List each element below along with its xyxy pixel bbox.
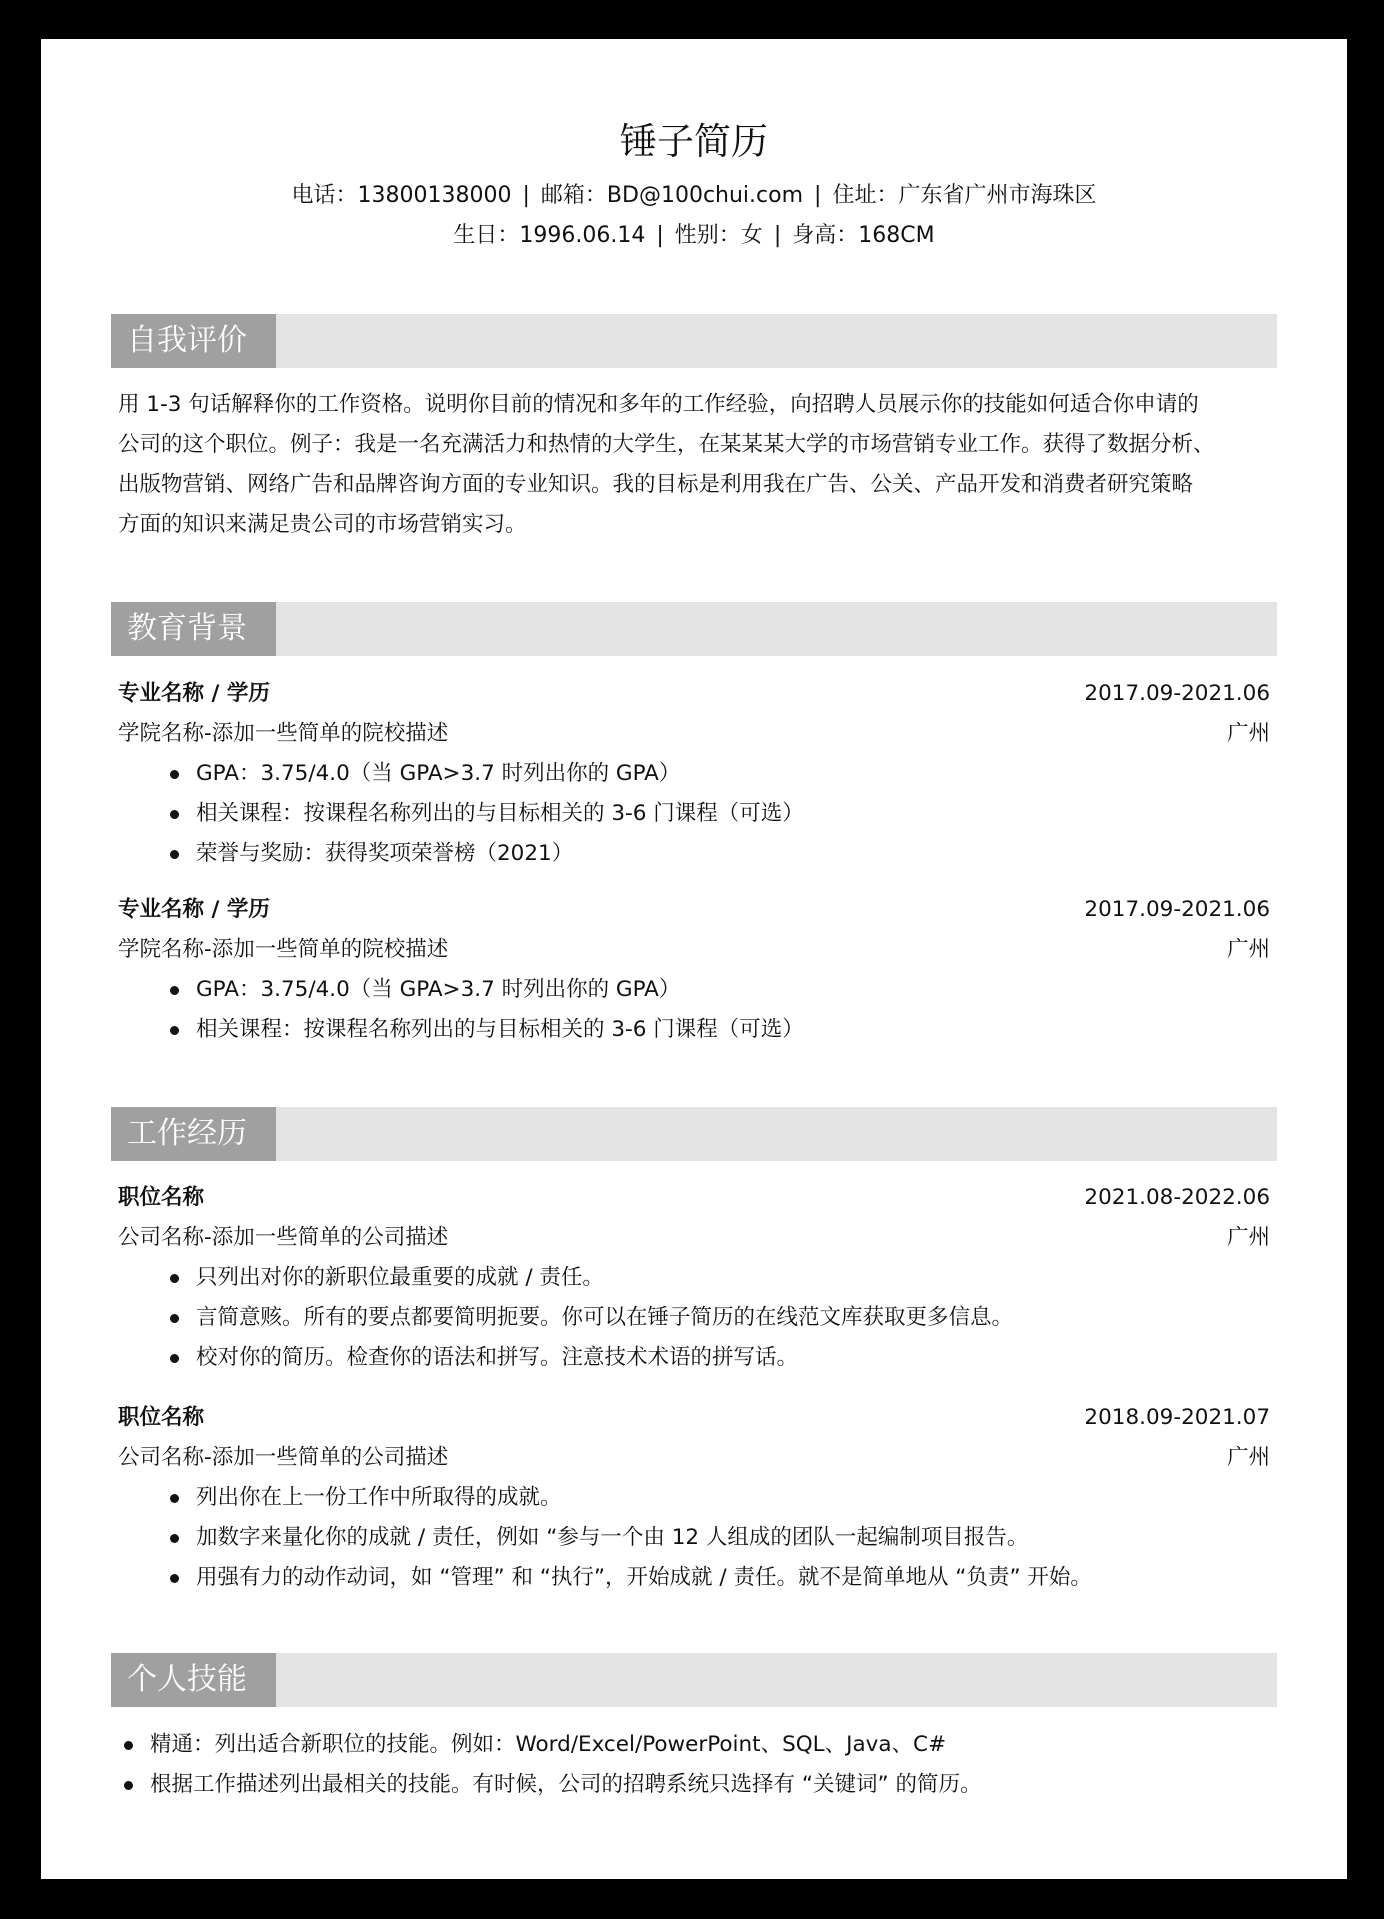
bullet-icon: [170, 986, 179, 995]
entry-location: 广州: [1226, 721, 1270, 746]
section-header-skills: [111, 1653, 1277, 1707]
bullet-icon: [170, 1534, 179, 1543]
bullet-icon: [170, 1314, 179, 1323]
entry-subtitle: 学院名称-添加一些简单的院校描述: [118, 937, 449, 962]
resume-title: 锤子简历: [620, 120, 768, 163]
email: 邮箱：BD@100chui.com: [540, 183, 804, 208]
bullet-icon: [170, 1494, 179, 1503]
list-item-text: 根据工作描述列出最相关的技能。有时候，公司的招聘系统只选择有 “关键词” 的简历。: [150, 1772, 982, 1797]
entry-title: 专业名称 / 学历: [118, 681, 270, 706]
entry-title: 专业名称 / 学历: [118, 897, 270, 922]
list-item-text: GPA：3.75/4.0（当 GPA>3.7 时列出你的 GPA）: [196, 761, 681, 786]
entry-date: 2017.09-2021.06: [1084, 897, 1270, 922]
list-item-text: 相关课程：按课程名称列出的与目标相关的 3-6 门课程（可选）: [196, 801, 804, 826]
list-item-text: 荣誉与奖励：获得奖项荣誉榜（2021）: [196, 841, 574, 866]
section-header-work: [111, 1107, 1277, 1161]
entry-title: 职位名称: [118, 1185, 205, 1210]
birthday: 生日：1996.06.14: [453, 223, 646, 248]
bullet-icon: [170, 1574, 179, 1583]
work-entry-1-subheader: [118, 1218, 1270, 1258]
list-item-text: 相关课程：按课程名称列出的与目标相关的 3-6 门课程（可选）: [196, 1017, 804, 1042]
list-item-text: GPA：3.75/4.0（当 GPA>3.7 时列出你的 GPA）: [196, 977, 681, 1002]
section-title: 教育背景: [111, 602, 276, 656]
contact-line-1: [111, 180, 1277, 212]
list-item-text: 列出你在上一份工作中所取得的成就。: [196, 1485, 562, 1510]
list-item-text: 只列出对你的新职位最重要的成就 / 责任。: [196, 1265, 604, 1290]
entry-location: 广州: [1226, 1225, 1270, 1250]
list-item-text: 校对你的简历。检查你的语法和拼写。注意技术术语的拼写话。: [196, 1345, 799, 1370]
gender: 性别：女: [674, 223, 763, 248]
entry-date: 2017.09-2021.06: [1084, 681, 1270, 706]
bullet-icon: [170, 1026, 179, 1035]
entry-date: 2018.09-2021.07: [1084, 1405, 1270, 1430]
entry-location: 广州: [1226, 937, 1270, 962]
entry-location: 广州: [1226, 1445, 1270, 1470]
bullet-icon: [124, 1741, 133, 1750]
paragraph-line: 用 1-3 句话解释你的工作资格。说明你目前的情况和多年的工作经验，向招聘人员展示你的技能如何适合你申请的: [118, 392, 1199, 417]
bullet-icon: [170, 1274, 179, 1283]
entry-subtitle: 公司名称-添加一些简单的公司描述: [118, 1225, 449, 1250]
bullet-icon: [170, 1354, 179, 1363]
bullet-icon: [170, 810, 179, 819]
list-item-text: 言简意赅。所有的要点都要简明扼要。你可以在锤子简历的在线范文库获取更多信息。: [196, 1305, 1014, 1330]
paragraph-line: 公司的这个职位。例子：我是一名充满活力和热情的大学生，在某某某大学的市场营销专业工作。获得了数据分析、: [118, 432, 1215, 457]
list-item-text: 加数字来量化你的成就 / 责任，例如 “参与一个由 12 人组成的团队一起编制项目报告。: [196, 1525, 1029, 1550]
contact-line-2: [111, 220, 1277, 252]
section-title: 个人技能: [111, 1653, 276, 1707]
self-evaluation-paragraph: [118, 385, 1278, 545]
section-title: 自我评价: [111, 314, 276, 368]
separator: |: [814, 183, 822, 208]
height: 身高：168CM: [792, 223, 935, 248]
education-entry-1-subheader: [118, 714, 1270, 754]
separator: |: [773, 223, 782, 248]
separator: |: [522, 183, 530, 208]
work-entry-2-subheader: [118, 1438, 1270, 1478]
phone: 电话：13800138000: [291, 183, 512, 208]
entry-date: 2021.08-2022.06: [1084, 1185, 1270, 1210]
list-item-text: 用强有力的动作动词，如 “管理” 和 “执行”，开始成就 / 责任。就不是简单地从 “负责” 开始。: [196, 1565, 1092, 1590]
education-entry-1-header: [118, 674, 1270, 714]
bullet-icon: [170, 850, 179, 859]
bullet-icon: [170, 770, 179, 779]
section-title: 工作经历: [111, 1107, 276, 1161]
entry-subtitle: 学院名称-添加一些简单的院校描述: [118, 721, 449, 746]
section-header-self-evaluation: [111, 314, 1277, 368]
entry-subtitle: 公司名称-添加一些简单的公司描述: [118, 1445, 449, 1470]
work-entry-2-header: [118, 1398, 1270, 1438]
section-header-education: [111, 602, 1277, 656]
bullet-icon: [124, 1781, 133, 1790]
entry-title: 职位名称: [118, 1405, 205, 1430]
list-item-text: 精通：列出适合新职位的技能。例如：Word/Excel/PowerPoint、SQL、Java、C#: [150, 1732, 947, 1757]
resume-page: [41, 39, 1347, 1879]
paragraph-line: 方面的知识来满足贵公司的市场营销实习。: [118, 512, 527, 537]
address: 住址：广东省广州市海珠区: [832, 183, 1097, 208]
separator: |: [656, 223, 664, 248]
paragraph-line: 出版物营销、网络广告和品牌咨询方面的专业知识。我的目标是利用我在广告、公关、产品开发和消费者研究策略: [118, 472, 1194, 497]
work-entry-1-header: [118, 1178, 1270, 1218]
education-entry-2-subheader: [118, 930, 1270, 970]
education-entry-2-header: [118, 890, 1270, 930]
